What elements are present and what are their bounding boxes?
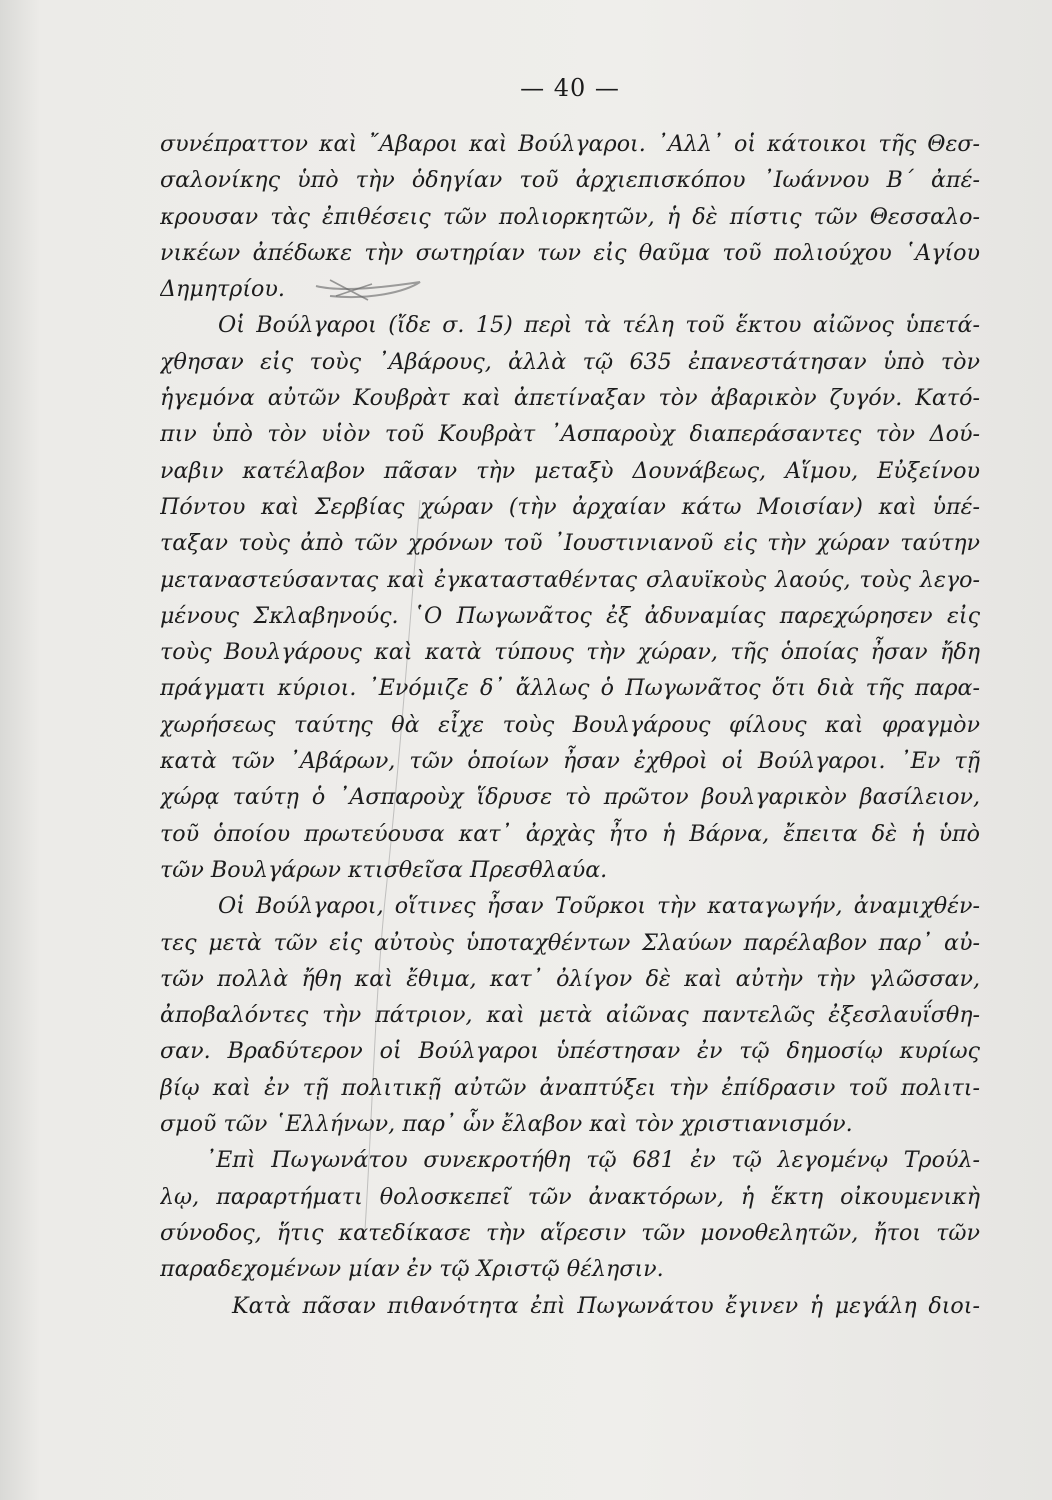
- text-line: τοῦ ὁποίου πρωτεύουσα κατ᾿ ἀρχὰς ἦτο ἡ Βάρνα, ἔπειτα δὲ ἡ ὑπὸ: [160, 820, 980, 847]
- text-line: μένους Σκλαβηνούς. ῾Ο Πωγωνᾶτος ἐξ ἀδυναμίας παρεχώρησεν εἰς: [160, 602, 980, 629]
- text-line: Δημητρίου.: [160, 276, 285, 303]
- text-line: τῶν Βουλγάρων κτισθεῖσα Πρεσθλαύα.: [160, 856, 608, 883]
- page-number: — 40 —: [520, 74, 620, 102]
- text-line: παραδεχομένων μίαν ἐν τῷ Χριστῷ θέλησιν.: [160, 1256, 664, 1283]
- text-line: σαλονίκης ὑπὸ τὴν ὁδηγίαν τοῦ ἀρχιεπισκόπου ᾿Ιωάννου Β΄ ἀπέ-: [160, 167, 980, 194]
- text-line: χθησαν εἰς τοὺς ᾿Αβάρους, ἀλλὰ τῷ 635 ἐπανεστάτησαν ὑπὸ τὸν: [160, 348, 980, 375]
- text-line: συνέπραττον καὶ ῎Αβαροι καὶ Βούλγαροι. ᾿Αλλ᾿ οἱ κάτοικοι τῆς Θεσ-: [160, 131, 980, 157]
- text-line: βίῳ καὶ ἐν τῇ πολιτικῇ αὐτῶν ἀναπτύξει τὴν ἐπίδρασιν τοῦ πολιτι-: [160, 1074, 980, 1101]
- paragraph-start-line: ᾿Επὶ Πωγωνάτου συνεκροτήθη τῷ 681 ἐν τῷ λεγομένῳ Τρούλ-: [205, 1147, 980, 1174]
- text-line: τες μετὰ τῶν εἰς αὐτοὺς ὑποταχθέντων Σλαύων παρέλαβον παρ᾿ αὐ-: [160, 929, 980, 956]
- body-text: [160, 126, 980, 1324]
- text-line: πράγματι κύριοι. ᾿Ενόμιζε δ᾿ ἄλλως ὁ Πωγωνᾶτος ὅτι διὰ τῆς παρα-: [160, 675, 980, 702]
- text-line: σμοῦ τῶν ῾Ελλήνων, παρ᾿ ὧν ἔλαβον καὶ τὸν χριστιανισμόν.: [160, 1111, 853, 1138]
- text-line: Πόντου καὶ Σερβίας χώραν (τὴν ἀρχαίαν κάτω Μοισίαν) καὶ ὑπέ-: [160, 493, 980, 520]
- text-line: σαν. Βραδύτερον οἱ Βούλγαροι ὑπέστησαν ἐν τῷ δημοσίῳ κυρίως: [160, 1038, 980, 1065]
- text-line: χώρᾳ ταύτῃ ὁ ᾿Ασπαροὺχ ἵδρυσε τὸ πρῶτον βουλγαρικὸν βασίλειον,: [160, 784, 980, 811]
- paragraph-start-line: Οἱ Βούλγαροι, οἵτινες ἦσαν Τοῦρκοι τὴν καταγωγήν, ἀναμιχθέν-: [218, 893, 980, 920]
- text-line: πιν ὑπὸ τὸν υἱὸν τοῦ Κουβρὰτ ᾿Ασπαροὺχ διαπεράσαντες τὸν Δού-: [160, 421, 980, 448]
- text-line: σύνοδος, ἥτις κατεδίκασε τὴν αἵρεσιν τῶν μονοθελητῶν, ἤτοι τῶν: [160, 1219, 980, 1246]
- paragraph-start-line: Οἱ Βούλγαροι (ἴδε σ. 15) περὶ τὰ τέλη τοῦ ἕκτου αἰῶνος ὑπετά-: [218, 312, 980, 339]
- text-line: μεταναστεύσαντας καὶ ἐγκατασταθέντας σλαυϊκοὺς λαούς, τοὺς λεγο-: [160, 566, 980, 593]
- text-line: κατὰ τῶν ᾿Αβάρων, τῶν ὁποίων ἦσαν ἐχθροὶ οἱ Βούλγαροι. ᾿Εν τῇ: [160, 748, 980, 775]
- text-line: ἡγεμόνα αὐτῶν Κουβρὰτ καὶ ἀπετίναξαν τὸν ἀβαρικὸν ζυγόν. Κατό-: [160, 385, 980, 412]
- text-line: τῶν πολλὰ ἤθη καὶ ἔθιμα, κατ᾿ ὀλίγον δὲ καὶ αὐτὴν τὴν γλῶσσαν,: [160, 965, 980, 992]
- text-line: ταξαν τοὺς ἀπὸ τῶν χρόνων τοῦ ᾿Ιουστινιανοῦ εἰς τὴν χώραν ταύτην: [160, 530, 980, 557]
- text-line: κρουσαν τὰς ἐπιθέσεις τῶν πολιορκητῶν, ἡ δὲ πίστις τῶν Θεσσαλο-: [160, 203, 980, 230]
- text-line: νικέων ἀπέδωκε τὴν σωτηρίαν των εἰς θαῦμα τοῦ πολιούχου ῾Αγίου: [160, 239, 980, 266]
- text-line: τοὺς Βουλγάρους καὶ κατὰ τύπους τὴν χώραν, τῆς ὁποίας ἦσαν ἤδη: [160, 639, 980, 666]
- text-line: ἀποβαλόντες τὴν πάτριον, καὶ μετὰ αἰῶνας παντελῶς ἐξεσλαυΐσθη-: [160, 1002, 980, 1029]
- paragraph-start-line: Κατὰ πᾶσαν πιθανότητα ἐπὶ Πωγωνάτου ἔγινεν ἡ μεγάλη διοι-: [232, 1292, 980, 1319]
- text-line: λῳ, παραρτήματι θολοσκεπεῖ τῶν ἀνακτόρων, ἡ ἕκτη οἰκουμενικὴ: [160, 1183, 980, 1210]
- text-line: χωρήσεως ταύτης θὰ εἶχε τοὺς Βουλγάρους φίλους καὶ φραγμὸν: [160, 711, 980, 738]
- text-line: ναβιν κατέλαβον πᾶσαν τὴν μεταξὺ Δουνάβεως, Αἵμου, Εὐξείνου: [160, 457, 980, 484]
